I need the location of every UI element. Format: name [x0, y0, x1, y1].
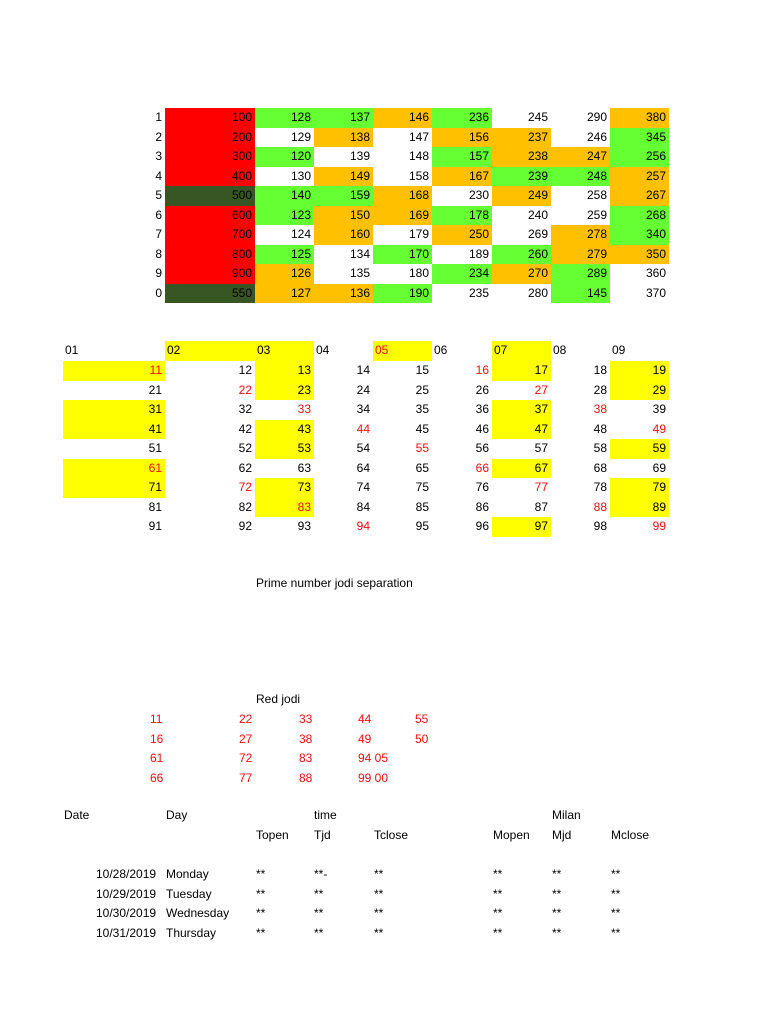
jodi-cell: 27: [534, 382, 548, 397]
schedule-mclose: **: [611, 906, 621, 920]
jodi-cell: 61: [63, 459, 165, 479]
panna-cell: 146: [373, 108, 432, 128]
panna-cell: 250: [432, 225, 492, 245]
panna-cell: 500: [165, 186, 255, 206]
jodi-cell: 71: [63, 478, 165, 498]
panna-cell: 260: [492, 245, 551, 265]
jodi-cell: 41: [63, 420, 165, 440]
panna-cell: 550: [165, 284, 255, 304]
panna-cell: 236: [432, 108, 492, 128]
panna-cell: 370: [645, 285, 666, 300]
red-jodi-value: 88: [299, 770, 313, 785]
jodi-cell: 97: [492, 517, 551, 537]
red-jodi-value: 38: [299, 731, 313, 746]
panna-row-label: 9: [155, 266, 162, 280]
panna-cell: 259: [586, 207, 607, 222]
jodi-cell: 42: [238, 421, 252, 436]
jodi-cell: 77: [534, 480, 548, 494]
schedule-tclose: **: [374, 886, 384, 901]
panna-cell: 148: [408, 149, 429, 163]
panna-row-label: 1: [155, 110, 162, 124]
jodi-cell: 88: [593, 499, 607, 514]
panna-cell: 300: [165, 147, 255, 167]
panna-cell: 150: [314, 206, 373, 226]
header-topen: Topen: [256, 828, 289, 842]
jodi-cell: 62: [238, 460, 252, 475]
jodi-cell: 93: [297, 519, 311, 533]
header-date: Date: [64, 808, 90, 822]
header-time: time: [314, 808, 337, 822]
jodi-cell: 87: [534, 499, 548, 514]
panna-cell: 169: [373, 206, 432, 226]
schedule-topen: **: [256, 886, 266, 901]
panna-row-label: 3: [155, 149, 162, 163]
jodi-header: 07: [492, 341, 551, 361]
schedule-mopen: **: [493, 867, 503, 881]
jodi-cell: 43: [255, 420, 314, 440]
jodi-header: 04: [316, 343, 330, 357]
schedule-mjd: **: [552, 886, 562, 901]
red-jodi-value: 66: [150, 770, 164, 785]
schedule-mjd: **: [552, 906, 562, 920]
panna-cell: 235: [468, 285, 489, 300]
schedule-mjd: **: [552, 867, 562, 881]
schedule-mopen: **: [493, 886, 503, 901]
jodi-cell: 94: [356, 519, 370, 533]
panna-row-label: 0: [155, 285, 162, 300]
panna-cell: 156: [432, 128, 492, 148]
red-jodi-value: 27: [239, 731, 253, 746]
jodi-cell: 59: [610, 439, 669, 459]
jodi-cell: 76: [475, 480, 489, 494]
jodi-header: 08: [553, 343, 567, 357]
schedule-tjd: **: [314, 906, 324, 920]
panna-cell: 168: [373, 186, 432, 206]
panna-cell: 179: [408, 227, 429, 241]
jodi-cell: 67: [492, 459, 551, 479]
panna-cell: 246: [586, 129, 607, 144]
jodi-cell: 45: [415, 421, 429, 436]
red-jodi-title: Red jodi: [256, 692, 301, 706]
red-jodi-value: 16: [150, 731, 164, 746]
panna-cell: 130: [290, 168, 311, 183]
jodi-cell: 31: [63, 400, 165, 420]
jodi-cell: 82: [238, 499, 252, 514]
panna-cell: 125: [255, 245, 314, 265]
panna-cell: 180: [408, 266, 429, 280]
header-mopen: Mopen: [493, 828, 530, 842]
panna-cell: 178: [432, 206, 492, 226]
jodi-cell: 54: [356, 441, 370, 455]
panna-cell: 160: [314, 225, 373, 245]
schedule-tclose: **: [374, 906, 384, 920]
panna-cell: 278: [551, 225, 610, 245]
panna-cell: 230: [468, 188, 489, 202]
panna-cell: 270: [492, 264, 551, 284]
jodi-cell: 75: [415, 480, 429, 494]
panna-cell: 239: [492, 167, 551, 187]
panna-cell: 400: [165, 167, 255, 187]
schedule-date: 10/28/2019: [96, 867, 157, 881]
jodi-cell: 29: [610, 381, 669, 401]
panna-row-label: 8: [155, 246, 162, 261]
schedule-tclose: **: [374, 925, 384, 940]
jodi-cell: 56: [475, 441, 489, 455]
jodi-cell: 65: [415, 460, 429, 475]
panna-cell: 256: [610, 147, 669, 167]
panna-row-label: 5: [155, 188, 162, 202]
jodi-cell: 58: [593, 441, 607, 455]
jodi-header: 06: [434, 343, 448, 357]
jodi-cell: 96: [475, 519, 489, 533]
jodi-cell: 44: [356, 421, 370, 436]
jodi-cell: 47: [492, 420, 551, 440]
jodi-cell: 51: [148, 441, 162, 455]
schedule-day: Thursday: [166, 925, 217, 940]
jodi-cell: 81: [148, 499, 162, 514]
jodi-cell: 89: [610, 498, 669, 518]
schedule-tjd: **-: [314, 867, 328, 881]
panna-cell: 128: [255, 108, 314, 128]
jodi-cell: 12: [238, 363, 252, 377]
jodi-cell: 66: [475, 460, 489, 475]
panna-cell: 158: [408, 168, 429, 183]
jodi-cell: 53: [255, 439, 314, 459]
schedule-day: Wednesday: [166, 906, 230, 920]
jodi-header: 01: [65, 343, 79, 357]
jodi-cell: 38: [593, 402, 607, 416]
jodi-cell: 52: [238, 441, 252, 455]
panna-cell: 269: [527, 227, 548, 241]
panna-cell: 129: [290, 129, 311, 144]
panna-cell: 268: [610, 206, 669, 226]
jodi-cell: 25: [415, 382, 429, 397]
panna-row-label: 4: [155, 168, 162, 183]
jodi-cell: 73: [255, 478, 314, 498]
panna-cell: 350: [610, 245, 669, 265]
schedule-tjd: **: [314, 925, 324, 940]
panna-cell: 238: [492, 147, 551, 167]
schedule-topen: **: [256, 925, 266, 940]
red-jodi-value: 49: [358, 731, 372, 746]
jodi-cell: 18: [593, 363, 607, 377]
panna-cell: 140: [255, 186, 314, 206]
panna-cell: 167: [432, 167, 492, 187]
panna-cell: 234: [432, 264, 492, 284]
prime-jodi-label: Prime number jodi separation: [256, 576, 413, 590]
schedule-date: 10/29/2019: [96, 886, 157, 901]
panna-cell: 800: [165, 245, 255, 265]
jodi-cell: 68: [593, 460, 607, 475]
jodi-cell: 72: [238, 480, 252, 494]
schedule-tjd: **: [314, 886, 324, 901]
jodi-cell: 92: [238, 519, 252, 533]
panna-cell: 345: [610, 128, 669, 148]
schedule-mclose: **: [611, 886, 621, 901]
panna-cell: 247: [551, 147, 610, 167]
red-jodi-value: 33: [299, 712, 313, 726]
schedule-mopen: **: [493, 906, 503, 920]
schedule-mclose: **: [611, 867, 621, 881]
panna-cell: 600: [165, 206, 255, 226]
header-tjd: Tjd: [314, 828, 331, 842]
header-day: Day: [166, 808, 188, 822]
panna-cell: 136: [314, 284, 373, 304]
jodi-cell: 32: [238, 402, 252, 416]
jodi-cell: 79: [610, 478, 669, 498]
red-jodi-value: 22: [239, 712, 253, 726]
red-jodi-value: 61: [150, 751, 164, 765]
jodi-cell: 86: [475, 499, 489, 514]
jodi-cell: 57: [534, 441, 548, 455]
jodi-cell: 85: [415, 499, 429, 514]
red-jodi-value: 55: [415, 712, 429, 726]
panna-cell: 124: [290, 227, 311, 241]
jodi-cell: 15: [415, 363, 429, 377]
panna-cell: 257: [610, 167, 669, 187]
panna-cell: 138: [314, 128, 373, 148]
jodi-cell: 95: [415, 519, 429, 533]
panna-cell: 267: [610, 186, 669, 206]
header-mjd: Mjd: [552, 828, 572, 842]
jodi-cell: 48: [593, 421, 607, 436]
panna-cell: 137: [314, 108, 373, 128]
schedule-mclose: **: [611, 925, 621, 940]
jodi-cell: 22: [238, 382, 252, 397]
jodi-header: 03: [255, 341, 314, 361]
schedule-topen: **: [256, 906, 266, 920]
panna-cell: 360: [645, 266, 666, 280]
jodi-cell: 16: [475, 363, 489, 377]
panna-cell: 139: [349, 149, 370, 163]
panna-cell: 127: [255, 284, 314, 304]
jodi-cell: 63: [297, 460, 311, 475]
jodi-cell: 74: [356, 480, 370, 494]
panna-cell: 258: [586, 188, 607, 202]
jodi-cell: 99: [652, 519, 666, 533]
jodi-cell: 84: [356, 499, 370, 514]
panna-cell: 100: [165, 108, 255, 128]
jodi-cell: 19: [610, 361, 669, 381]
jodi-header: 05: [373, 341, 432, 361]
panna-cell: 157: [432, 147, 492, 167]
schedule-day: Tuesday: [166, 886, 212, 901]
jodi-cell: 55: [415, 441, 429, 455]
schedule-day: Monday: [166, 867, 209, 881]
panna-cell: 245: [527, 110, 548, 124]
panna-cell: 249: [492, 186, 551, 206]
jodi-cell: 14: [356, 363, 370, 377]
jodi-cell: 24: [356, 382, 370, 397]
panna-cell: 147: [408, 129, 429, 144]
panna-cell: 134: [349, 246, 370, 261]
jodi-cell: 69: [652, 460, 666, 475]
panna-cell: 237: [492, 128, 551, 148]
jodi-cell: 17: [492, 361, 551, 381]
panna-cell: 189: [468, 246, 489, 261]
header-milan: Milan: [552, 808, 581, 822]
panna-cell: 190: [373, 284, 432, 304]
red-jodi-value: 11: [150, 712, 163, 726]
panna-cell: 135: [349, 266, 370, 280]
panna-cell: 900: [165, 264, 255, 284]
red-jodi-value: 44: [358, 712, 372, 726]
header-tclose: Tclose: [374, 828, 409, 842]
red-jodi-value: 94 05: [358, 751, 389, 765]
jodi-cell: 21: [148, 382, 162, 397]
panna-cell: 280: [527, 285, 548, 300]
panna-cell: 170: [373, 245, 432, 265]
jodi-cell: 28: [593, 382, 607, 397]
panna-cell: 145: [551, 284, 610, 304]
jodi-header: 09: [612, 343, 626, 357]
panna-cell: 240: [527, 207, 548, 222]
schedule-tclose: **: [374, 867, 384, 881]
red-jodi-value: 99 00: [358, 770, 389, 785]
jodi-cell: 46: [475, 421, 489, 436]
jodi-cell: 26: [475, 382, 489, 397]
red-jodi-value: 83: [299, 751, 313, 765]
jodi-cell: 23: [255, 381, 314, 401]
jodi-cell: 78: [593, 480, 607, 494]
jodi-cell: 36: [475, 402, 489, 416]
jodi-cell: 13: [255, 361, 314, 381]
panna-cell: 200: [165, 128, 255, 148]
red-jodi-value: 50: [415, 731, 429, 746]
panna-cell: 120: [255, 147, 314, 167]
panna-cell: 159: [314, 186, 373, 206]
panna-cell: 700: [165, 225, 255, 245]
panna-cell: 290: [586, 110, 607, 124]
jodi-cell: 91: [148, 519, 162, 533]
jodi-cell: 64: [356, 460, 370, 475]
jodi-header: 02: [165, 341, 255, 361]
panna-cell: 380: [610, 108, 669, 128]
schedule-date: 10/30/2019: [96, 906, 157, 920]
panna-cell: 149: [314, 167, 373, 187]
jodi-cell: 11: [63, 361, 165, 381]
header-mclose: Mclose: [611, 828, 650, 842]
jodi-cell: 33: [297, 402, 311, 416]
red-jodi-value: 77: [239, 770, 253, 785]
schedule-date: 10/31/2019: [96, 925, 157, 940]
panna-row-label: 7: [155, 227, 162, 241]
jodi-cell: 98: [593, 519, 607, 533]
panna-cell: 123: [255, 206, 314, 226]
panna-row-label: 2: [155, 129, 162, 144]
panna-cell: 248: [551, 167, 610, 187]
jodi-cell: 49: [652, 421, 666, 436]
jodi-cell: 37: [492, 400, 551, 420]
jodi-cell: 83: [255, 498, 314, 518]
jodi-cell: 39: [652, 402, 666, 416]
panna-cell: 279: [551, 245, 610, 265]
schedule-mopen: **: [493, 925, 503, 940]
panna-cell: 340: [610, 225, 669, 245]
jodi-cell: 35: [415, 402, 429, 416]
panna-row-label: 6: [155, 207, 162, 222]
jodi-cell: 34: [356, 402, 370, 416]
red-jodi-value: 72: [239, 751, 253, 765]
schedule-mjd: **: [552, 925, 562, 940]
panna-cell: 289: [551, 264, 610, 284]
schedule-topen: **: [256, 867, 266, 881]
panna-cell: 126: [255, 264, 314, 284]
